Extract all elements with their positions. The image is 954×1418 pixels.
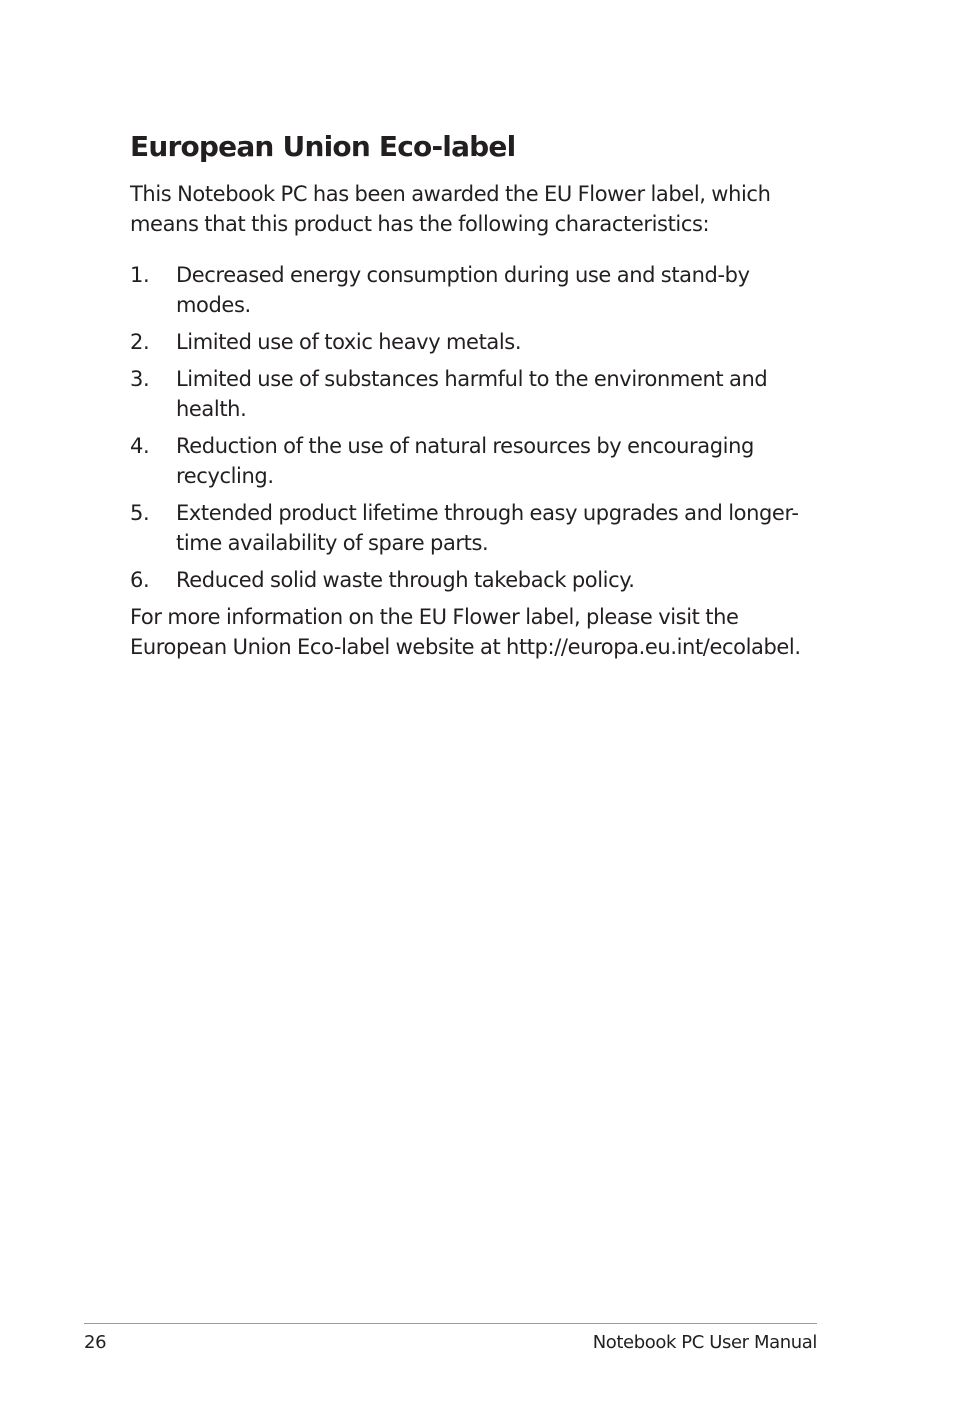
list-item-number: 5.	[130, 501, 150, 525]
list-item-text: Reduced solid waste through takeback policy.	[176, 568, 635, 592]
list-item-number: 2.	[130, 330, 150, 354]
more-info-paragraph: For more information on the EU Flower label, please visit the European Union Eco-label website at http://europa.eu.int/ecolabel.	[130, 605, 801, 659]
list-item	[130, 364, 820, 424]
list-item-text: Limited use of toxic heavy metals.	[176, 330, 522, 354]
list-item	[130, 260, 820, 320]
list-item-text: Decreased energy consumption during use and stand-by modes.	[176, 263, 750, 317]
list-item-text: Limited use of substances harmful to the environment and health.	[176, 367, 768, 421]
list-item-number: 4.	[130, 434, 150, 458]
page-content	[130, 128, 820, 662]
list-item	[130, 327, 820, 357]
list-item-number: 6.	[130, 568, 150, 592]
intro-paragraph: This Notebook PC has been awarded the EU Flower label, which means that this product has the following characteristics:	[130, 182, 771, 236]
manual-title: Notebook PC User Manual	[592, 1332, 817, 1353]
list-item	[130, 565, 820, 595]
section-heading: European Union Eco-label	[130, 130, 516, 163]
list-item-text: Reduction of the use of natural resources by encouraging recycling.	[176, 434, 754, 488]
list-item-number: 1.	[130, 263, 150, 287]
list-item-text: Extended product lifetime through easy upgrades and longer-time availability of spare parts.	[176, 501, 799, 555]
characteristics-list	[130, 260, 820, 595]
footer-divider	[84, 1323, 817, 1324]
list-item	[130, 498, 820, 558]
list-item	[130, 431, 820, 491]
list-item-number: 3.	[130, 367, 150, 391]
page-number: 26	[84, 1332, 107, 1353]
